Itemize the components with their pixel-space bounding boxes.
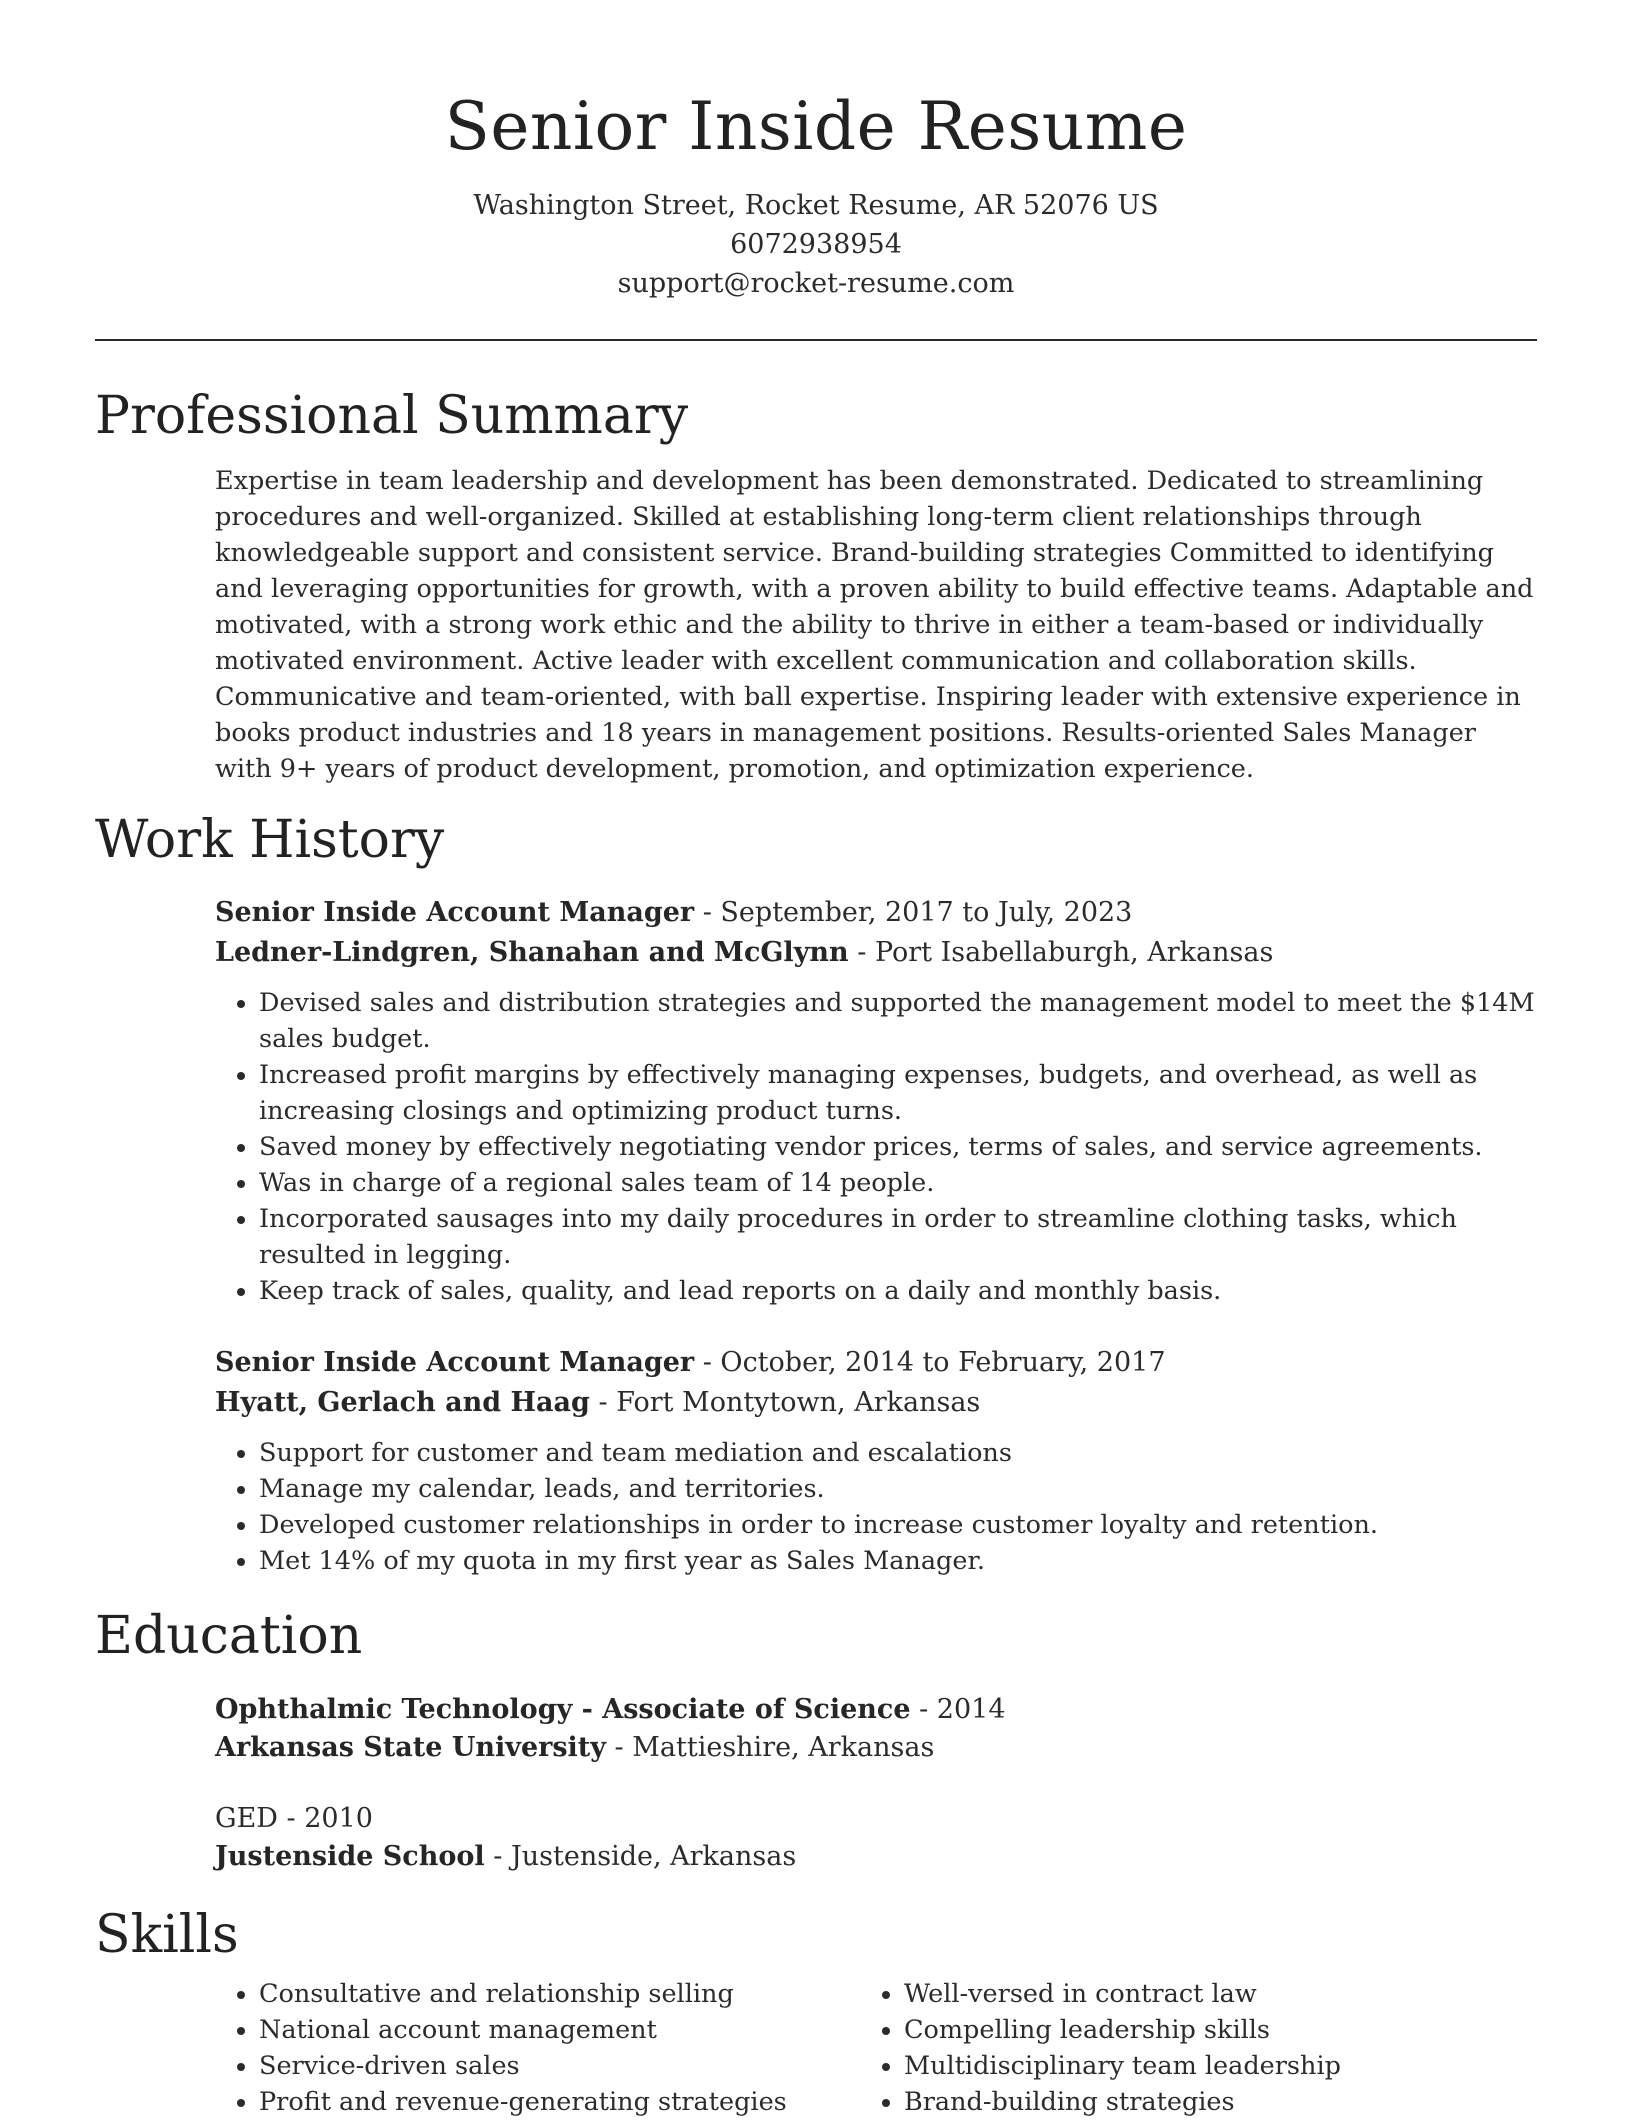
list-item: • Saved money by effectively negotiating vendor prices, terms of sales, and service agreements. — [259, 1129, 1537, 1165]
degree-year: - 2010 — [277, 1803, 373, 1834]
job-company: Ledner-Lindgren, Shanahan and McGlynn — [215, 937, 849, 968]
job-dates: - October, 2014 to February, 2017 — [694, 1347, 1166, 1378]
degree-year: - 2014 — [910, 1694, 1006, 1725]
list-item: • Profit and revenue-generating strategies — [259, 2084, 860, 2120]
email: support@rocket-resume.com — [617, 268, 1015, 299]
job-bullets — [215, 985, 1537, 1309]
job-entry — [215, 893, 1537, 1309]
degree-line — [215, 1691, 1537, 1729]
list-item: • Met 14% of my quota in my first year as Sales Manager. — [259, 1543, 1537, 1579]
summary-text: Expertise in team leadership and development has been demonstrated. Dedicated to streamlining procedures and well-organized. Skilled at establishing long-term client relationships through knowledgeable support and consistent service. Brand-building strategies Committed to identifying and leveraging opportunities for growth, with a proven ability to build effective teams. Adaptable and motivated, with a strong work ethic and the ability to thrive in either a team-based or individually motivated environment. Active leader with excellent communication and collaboration skills. Communicative and team-oriented, with ball expertise. Inspiring leader with extensive experience in books product industries and 18 years in management positions. Results-oriented Sales Manager with 9+ years of product development, promotion, and optimization experience. — [215, 466, 1534, 784]
list-item: • Incorporated sausages into my daily procedures in order to streamline clothing tasks, which resulted in legging. — [259, 1201, 1537, 1273]
list-item: • National account management — [259, 2012, 860, 2048]
summary-section — [95, 381, 1537, 787]
skills-column-right — [860, 1976, 1505, 2120]
list-item: • Keep track of sales, quality, and lead reports on a daily and monthly basis. — [259, 1273, 1537, 1309]
school-line — [215, 1838, 1537, 1876]
job-dates: - September, 2017 to July, 2023 — [694, 897, 1133, 928]
job-location: - Port Isabellaburgh, Arkansas — [848, 937, 1274, 968]
list-item: • Compelling leadership skills — [904, 2012, 1505, 2048]
job-entry — [215, 1343, 1537, 1579]
list-item: • Multidisciplinary team leadership — [904, 2048, 1505, 2084]
list-item: • Service-driven sales — [259, 2048, 860, 2084]
header-divider — [95, 339, 1537, 341]
job-location: - Fort Montytown, Arkansas — [589, 1387, 981, 1418]
job-title-line — [215, 893, 1537, 933]
education-entry — [215, 1691, 1537, 1767]
resume-header — [95, 0, 1537, 303]
skills-list — [860, 1976, 1505, 2120]
degree-line — [215, 1800, 1537, 1838]
job-company: Hyatt, Gerlach and Haag — [215, 1387, 590, 1418]
job-title-line — [215, 1343, 1537, 1383]
phone: 6072938954 — [730, 229, 902, 260]
school-name: Justenside School — [215, 1841, 485, 1872]
candidate-name: Senior Inside Resume — [444, 88, 1188, 165]
school-location: - Justenside, Arkansas — [484, 1841, 797, 1872]
degree: GED — [215, 1803, 278, 1834]
education-heading: Education — [95, 1606, 363, 1666]
summary-heading: Professional Summary — [95, 386, 689, 446]
list-item: • Support for customer and team mediation and escalations — [259, 1435, 1537, 1471]
degree: Ophthalmic Technology - Associate of Science — [215, 1694, 911, 1725]
skills-grid — [215, 1976, 1537, 2120]
skills-section — [95, 1900, 1537, 2120]
work-history-heading: Work History — [95, 810, 445, 870]
list-item: • Increased profit margins by effectively managing expenses, budgets, and overhead, as well as increasing closings and optimizing product turns. — [259, 1057, 1537, 1129]
list-item: • Devised sales and distribution strategies and supported the management model to meet the $14M sales budget. — [259, 985, 1537, 1057]
skills-column-left — [215, 1976, 860, 2120]
job-role: Senior Inside Account Manager — [215, 897, 695, 928]
skills-list — [215, 1976, 860, 2120]
contact-info — [95, 186, 1537, 303]
list-item: • Well-versed in contract law — [904, 1976, 1505, 2012]
job-role: Senior Inside Account Manager — [215, 1347, 695, 1378]
list-item: • Was in charge of a regional sales team of 14 people. — [259, 1165, 1537, 1201]
list-item: • Manage my calendar, leads, and territories. — [259, 1471, 1537, 1507]
list-item: • Brand-building strategies — [904, 2084, 1505, 2120]
list-item: • Consultative and relationship selling — [259, 1976, 860, 2012]
job-company-line — [215, 1383, 1537, 1423]
work-history-section — [95, 805, 1537, 1579]
education-entry — [215, 1800, 1537, 1876]
education-section — [95, 1601, 1537, 1876]
job-bullets — [215, 1435, 1537, 1579]
skills-heading: Skills — [95, 1905, 239, 1965]
school-line — [215, 1729, 1537, 1767]
job-company-line — [215, 933, 1537, 973]
school-name: Arkansas State University — [215, 1732, 606, 1763]
list-item: • Developed customer relationships in order to increase customer loyalty and retention. — [259, 1507, 1537, 1543]
school-location: - Mattieshire, Arkansas — [605, 1732, 935, 1763]
address: Washington Street, Rocket Resume, AR 52076 US — [473, 190, 1159, 221]
